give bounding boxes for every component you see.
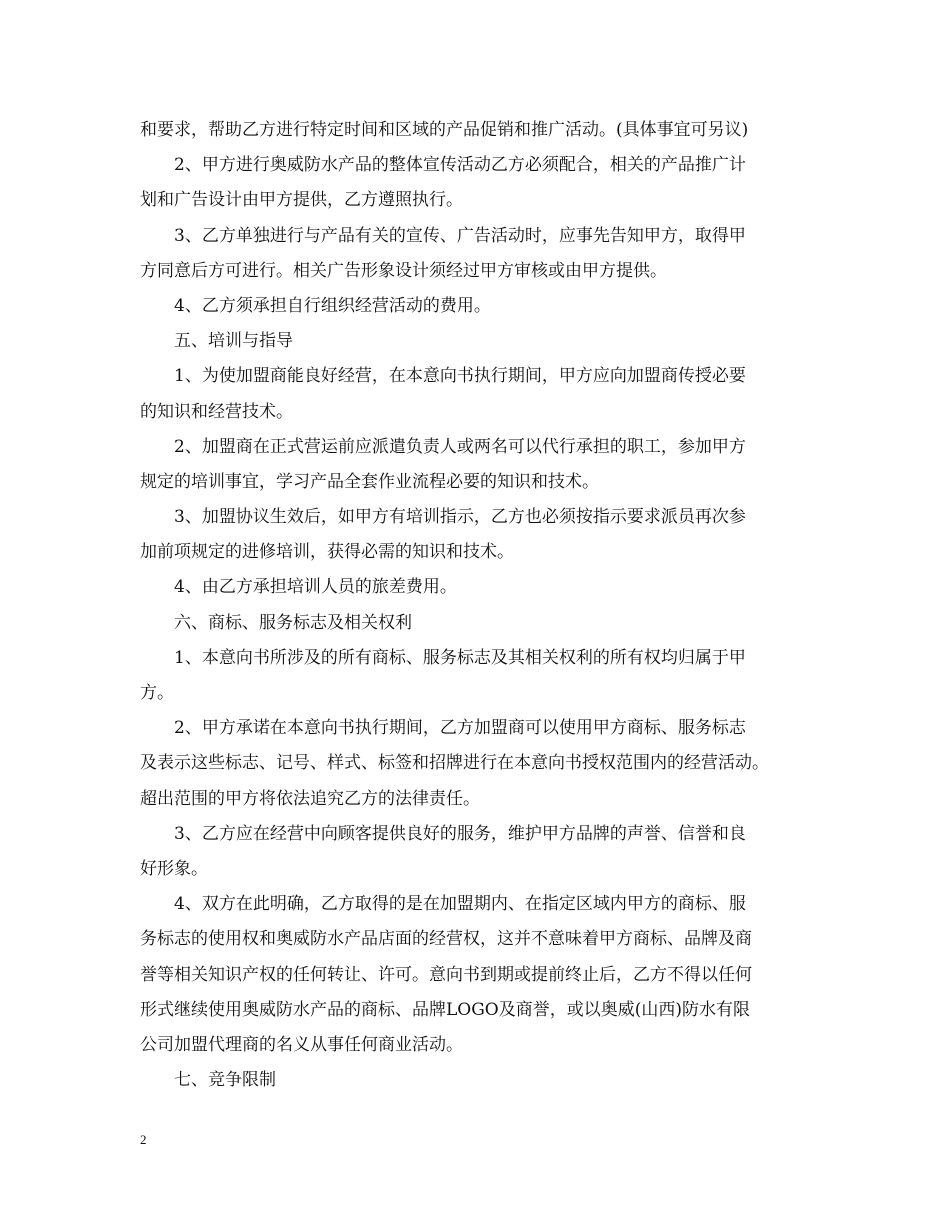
text-line: 2、甲方承诺在本意向书执行期间，乙方加盟商可以使用甲方商标、服务标志 bbox=[174, 718, 746, 739]
text-line: 五、培训与指导 bbox=[174, 331, 293, 352]
text-line: 规定的培训事宜，学习产品全套作业流程必要的知识和技术。 bbox=[140, 471, 599, 492]
text-line: 务标志的使用权和奥威防水产品店面的经营权，这并不意味着甲方商标、品牌及商 bbox=[140, 929, 752, 950]
text-line: 1、为使加盟商能良好经营，在本意向书执行期间，甲方应向加盟商传授必要 bbox=[174, 366, 746, 387]
text-line: 4、乙方须承担自行组织经营活动的费用。 bbox=[174, 295, 491, 316]
text-line: 公司加盟代理商的名义从事任何商业活动。 bbox=[140, 1034, 463, 1055]
text-line: 誉等相关知识产权的任何转让、许可。意向书到期或提前终止后，乙方不得以任何 bbox=[140, 964, 752, 985]
text-line: 2、甲方进行奥威防水产品的整体宣传活动乙方必须配合，相关的产品推广计 bbox=[174, 155, 746, 176]
text-line: 好形象。 bbox=[140, 858, 208, 879]
text-line: 七、竞争限制 bbox=[174, 1070, 276, 1091]
text-line: 2、加盟商在正式营运前应派遣负责人或两名可以代行承担的职工，参加甲方 bbox=[174, 436, 746, 457]
text-line: 和要求，帮助乙方进行特定时间和区域的产品促销和推广活动。(具体事宜可另议) bbox=[140, 120, 749, 140]
text-line: 1、本意向书所涉及的所有商标、服务标志及其相关权利的所有权均归属于甲 bbox=[174, 647, 746, 668]
text-line: 加前项规定的进修培训，获得必需的知识和技术。 bbox=[140, 542, 514, 563]
text-line: 超出范围的甲方将依法追究乙方的法律责任。 bbox=[140, 788, 480, 809]
text-line: 方。 bbox=[140, 683, 174, 703]
text-line: 六、商标、服务标志及相关权利 bbox=[174, 612, 412, 633]
text-line: 3、加盟协议生效后，如甲方有培训指示，乙方也必须按指示要求派员再次参 bbox=[174, 507, 746, 528]
document-body bbox=[140, 113, 816, 1098]
text-line: 方同意后方可进行。相关广告形象设计须经过甲方审核或由甲方提供。 bbox=[140, 260, 667, 281]
text-line: 4、双方在此明确，乙方取得的是在加盟期内、在指定区域内甲方的商标、服 bbox=[174, 894, 746, 915]
text-line: 划和广告设计由甲方提供，乙方遵照执行。 bbox=[140, 190, 463, 211]
page-number: 2 bbox=[140, 1132, 147, 1147]
text-line: 形式继续使用奥威防水产品的商标、品牌LOGO及商誉，或以奥威(山西)防水有限 bbox=[140, 999, 751, 1020]
text-line: 3、乙方单独进行与产品有关的宣传、广告活动时，应事先告知甲方，取得甲 bbox=[174, 225, 746, 246]
text-line: 及表示这些标志、记号、样式、标签和招牌进行在本意向书授权范围内的经营活动。 bbox=[140, 753, 769, 774]
text-line: 4、由乙方承担培训人员的旅差费用。 bbox=[174, 577, 457, 598]
text-line: 3、乙方应在经营中向顾客提供良好的服务，维护甲方品牌的声誉、信誉和良 bbox=[174, 823, 746, 844]
text-line: 的知识和经营技术。 bbox=[140, 401, 293, 422]
